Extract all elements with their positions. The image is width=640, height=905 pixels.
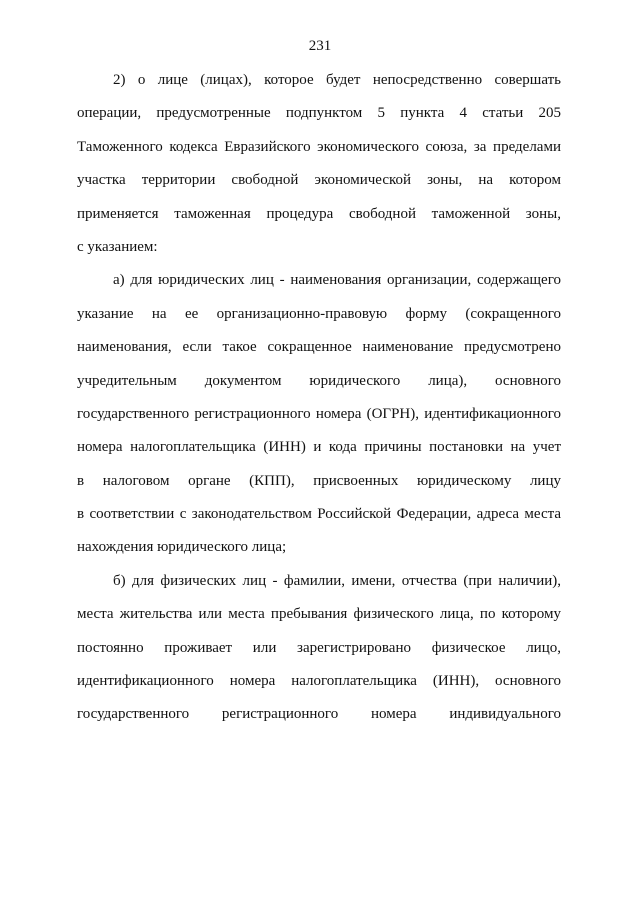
- text-line: указание на ее организационно-правовую форму (сокращенного: [77, 305, 561, 322]
- text-line: учредительным документом юридического лица), основного: [77, 372, 561, 389]
- text-line: операции, предусмотренные подпунктом 5 пункта 4 статьи 205: [77, 105, 561, 122]
- text-line: номера налогоплательщика (ИНН) и кода причины постановки на учет: [77, 439, 561, 456]
- text-line: в соответствии с законодательством Российской Федерации, адреса места: [77, 506, 561, 523]
- text-line: б) для физических лиц - фамилии, имени, отчества (при наличии),: [113, 572, 561, 589]
- text-line: Таможенного кодекса Евразийского экономического союза, за пределами: [77, 138, 561, 155]
- page-number: 231: [308, 38, 332, 54]
- text-line: нахождения юридического лица;: [77, 539, 287, 556]
- text-line: 2) о лице (лицах), которое будет непосредственно совершать: [113, 72, 561, 88]
- text-line: государственного регистрационного номера индивидуального: [77, 706, 561, 723]
- paragraph-1: [77, 64, 561, 264]
- text-line: в налоговом органе (КПП), присвоенных юридическому лицу: [77, 472, 561, 489]
- text-line: применяется таможенная процедура свободной таможенной зоны,: [77, 205, 561, 222]
- paragraph-2: [77, 264, 561, 565]
- text-line: места жительства или места пребывания физического лица, по которому: [77, 606, 561, 623]
- text-line: идентификационного номера налогоплательщика (ИНН), основного: [77, 673, 561, 690]
- text-line: постоянно проживает или зарегистрировано физическое лицо,: [77, 639, 561, 656]
- text-line: а) для юридических лиц - наименования организации, содержащего: [113, 272, 561, 289]
- document-body: [77, 64, 561, 732]
- text-line: наименования, если такое сокращенное наименование предусмотрено: [77, 339, 561, 356]
- text-line: государственного регистрационного номера (ОГРН), идентификационного: [77, 405, 561, 422]
- text-line: участка территории свободной экономической зоны, на котором: [77, 172, 561, 189]
- text-line: с указанием:: [77, 238, 158, 255]
- paragraph-3: [77, 565, 561, 732]
